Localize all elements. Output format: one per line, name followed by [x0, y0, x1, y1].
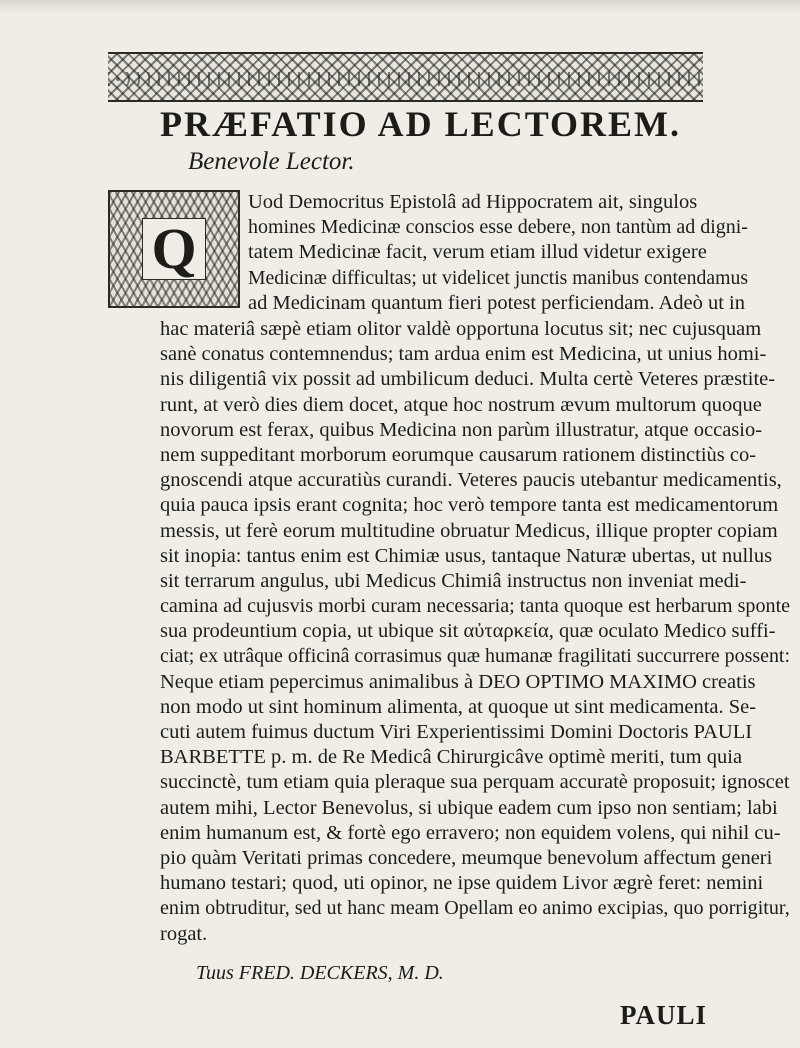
- text-line: enim obtruditur, sed ut hanc meam Opellam eo animo excipias, quo porrigitur,: [160, 897, 790, 920]
- salutation: Benevole Lector.: [188, 148, 355, 175]
- text-line: hac materiâ sæpè etiam olitor valdè opportuna locutus sit; nec cujusquam: [160, 318, 762, 340]
- text-line: novorum est ferax, quibus Medicina non parùm illustratur, atque occasio-: [160, 418, 763, 441]
- text-line: camina ad cujusvis morbi curam necessaria; tanta quoque est herbarum sponte: [160, 595, 791, 618]
- text-line: sua prodeuntium copia, ut ubique sit αὐταρκεία, quæ oculato Medico suffi-: [160, 620, 776, 643]
- catchword: PAULI: [620, 1000, 708, 1030]
- page-edge: [0, 0, 800, 14]
- text-line: sanè conatus contemnendus; tam ardua enim est Medicina, ut unius homi-: [160, 343, 767, 366]
- text-line: pio quàm Veritati primas concedere, meumque benevolum affectum generi: [160, 846, 773, 869]
- text-line: sit inopia: tantus enim est Chimiæ usus, tantaque Naturæ ubertas, ut nullus: [160, 544, 773, 567]
- opening-paragraph-block: [248, 190, 748, 316]
- text-line: sit terrarum angulus, ubi Medicus Chimiâ instructus non inveniat medi-: [160, 569, 747, 592]
- ornament-band: [108, 72, 703, 86]
- author-signature: Tuus FRED. DECKERS, M. D.: [196, 962, 444, 984]
- headpiece-ornament: [108, 52, 703, 102]
- text-line: ciat; ex utrâque officinâ corrasimus quæ humanæ fragilitati succurrere possent:: [160, 645, 791, 668]
- text-line: cuti autem fuimus ductum Viri Experientissimi Domini Doctoris PAULI: [160, 721, 753, 743]
- text-line: ad Medicinam quantum fieri potest perficiendam. Adeò ut in: [248, 291, 745, 314]
- drop-cap-letter: Q: [142, 218, 205, 280]
- text-line: rogat.: [160, 922, 208, 945]
- text-line: gnoscendi atque accuratiùs curandi. Veteres paucis utebantur medicamentis,: [160, 469, 782, 492]
- text-line: Neque etiam pepercimus animalibus à DEO OPTIMO MAXIMO creatis: [160, 670, 756, 693]
- text-line: messis, ut ferè eorum multitudine obruatur Medicus, illique propter copiam: [160, 519, 778, 542]
- body-text-block: [160, 317, 790, 947]
- text-line: Medicinæ difficultas; ut videlicet junctis manibus contendamus: [248, 266, 748, 289]
- text-line: nem suppeditant morborum eorumque causarum rationem distinctiùs co-: [160, 443, 757, 466]
- text-line: Uod Democritus Epistolâ ad Hippocratem ait, singulos: [248, 191, 698, 213]
- text-line: runt, at verò dies diem docet, atque hoc nostrum ævum multorum quoque: [160, 393, 762, 416]
- text-line: BARBETTE p. m. de Re Medicâ Chirurgicâve optimè meriti, tum quia: [160, 746, 743, 769]
- text-line: quia pauca ipsis erant cognita; hoc verò tempore tanta est medicamentorum: [160, 494, 779, 517]
- text-line: autem mihi, Lector Benevolus, si ubique eadem cum ipso non sentiam; labi: [160, 796, 778, 819]
- text-line: nis diligentiâ vix possit ad umbilicum deduci. Multa certè Veteres præstite-: [160, 368, 776, 391]
- text-line: succinctè, tum etiam quia pleraque sua perquam accuratè proposuit; ignoscet: [160, 771, 790, 794]
- text-line: non modo ut sint hominum alimenta, at quoque ut sint medicamenta. Se-: [160, 695, 757, 718]
- text-line: enim humanum est, & fortè ego erravero; non equidem volens, qui nihil cu-: [160, 821, 781, 844]
- text-line: humano testari; quod, uti opinor, ne ipse quidem Livor ægrè feret: nemini: [160, 872, 764, 895]
- decorated-initial: [108, 190, 240, 308]
- text-line: tatem Medicinæ facit, verum etiam illud videtur exigere: [248, 241, 707, 264]
- page-title: PRÆFATIO AD LECTOREM.: [160, 104, 682, 144]
- text-line: homines Medicinæ conscios esse debere, non tantùm ad digni-: [248, 216, 748, 239]
